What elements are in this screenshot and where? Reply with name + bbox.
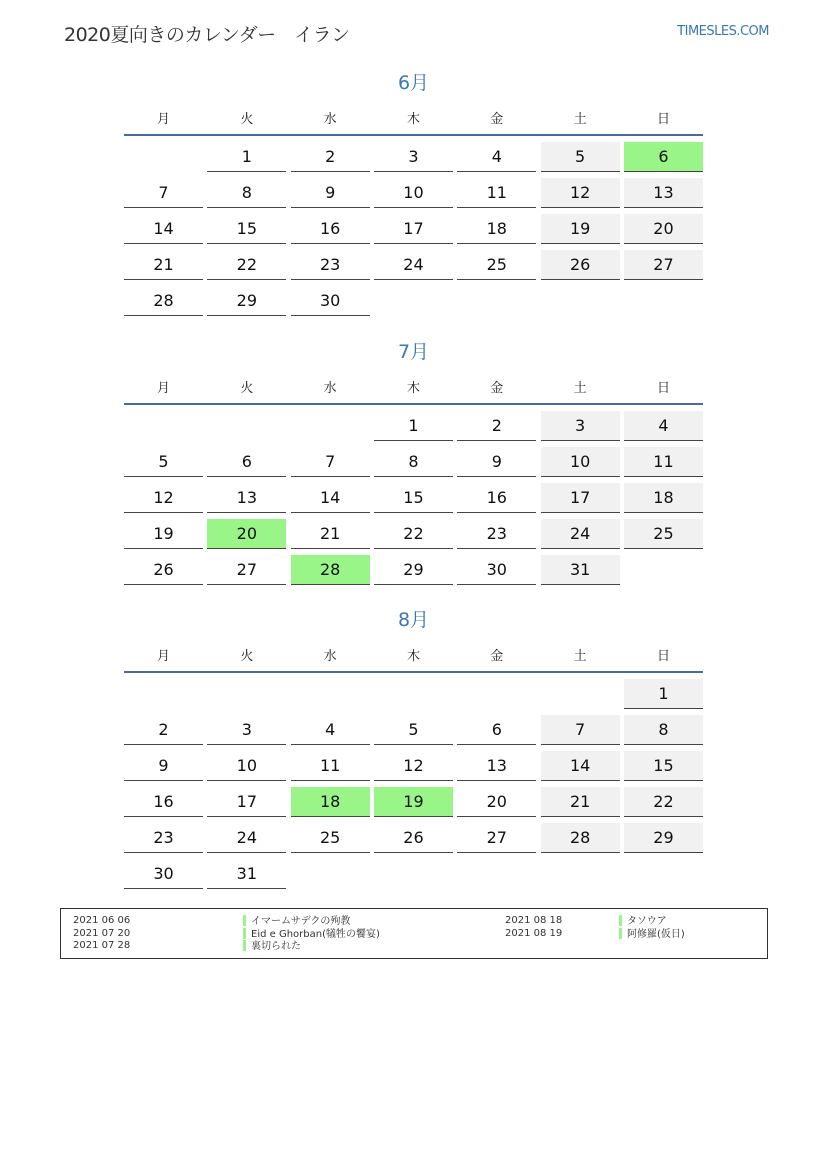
legend-holiday-label: Eid e Ghorban(犠牲の饗宴) — [251, 928, 380, 940]
holiday-day-cell[interactable]: 28 — [291, 555, 370, 585]
empty-cell — [124, 142, 203, 171]
weekday-label: 土 — [573, 111, 587, 127]
day-cell[interactable]: 8 — [207, 178, 286, 208]
weekday-header — [124, 102, 703, 132]
day-cell[interactable]: 22 — [207, 250, 286, 280]
day-cell[interactable]: 25 — [457, 250, 536, 280]
weekday-label: 木 — [406, 648, 420, 664]
empty-cell — [624, 286, 703, 315]
day-cell[interactable]: 29 — [207, 286, 286, 316]
day-cell[interactable]: 15 — [207, 214, 286, 244]
holiday-day-cell[interactable]: 20 — [207, 519, 286, 549]
day-cell[interactable]: 8 — [374, 447, 453, 477]
day-cell[interactable]: 31 — [541, 555, 620, 585]
day-cell[interactable]: 27 — [207, 555, 286, 585]
day-cell[interactable]: 5 — [541, 142, 620, 172]
legend-holiday-name — [619, 915, 685, 928]
day-cell[interactable]: 17 — [374, 214, 453, 244]
empty-cell — [124, 411, 203, 440]
day-cell[interactable]: 18 — [624, 483, 703, 513]
holiday-day-cell[interactable]: 6 — [624, 142, 703, 172]
holiday-color-swatch — [243, 915, 246, 926]
holiday-color-swatch — [619, 915, 622, 926]
day-cell[interactable]: 6 — [207, 447, 286, 477]
holiday-color-swatch — [243, 940, 246, 951]
day-cell[interactable]: 19 — [124, 519, 203, 549]
day-cell[interactable]: 29 — [374, 555, 453, 585]
legend-dates-left — [73, 915, 130, 953]
day-cell[interactable]: 4 — [457, 142, 536, 172]
day-cell[interactable]: 3 — [374, 142, 453, 172]
day-cell[interactable]: 6 — [457, 715, 536, 745]
day-cell[interactable]: 29 — [624, 823, 703, 853]
day-grid — [124, 411, 703, 585]
day-cell[interactable]: 30 — [457, 555, 536, 585]
day-cell[interactable]: 16 — [124, 787, 203, 817]
weekday-label: 水 — [323, 380, 337, 396]
empty-cell — [374, 859, 453, 888]
day-cell[interactable]: 21 — [124, 250, 203, 280]
day-cell[interactable]: 27 — [624, 250, 703, 280]
day-cell[interactable]: 17 — [207, 787, 286, 817]
day-cell[interactable]: 23 — [291, 250, 370, 280]
day-cell[interactable]: 11 — [624, 447, 703, 477]
day-cell[interactable]: 19 — [541, 214, 620, 244]
day-cell[interactable]: 2 — [124, 715, 203, 745]
day-cell[interactable]: 3 — [541, 411, 620, 441]
holiday-legend — [60, 908, 768, 959]
legend-holiday-label: 阿修羅(仮日) — [627, 928, 685, 940]
legend-holiday-label: イマームサデクの殉教 — [251, 916, 351, 927]
day-cell[interactable]: 5 — [124, 447, 203, 477]
day-cell[interactable]: 20 — [457, 787, 536, 817]
day-cell[interactable]: 14 — [291, 483, 370, 513]
header-divider — [124, 671, 703, 673]
day-cell[interactable]: 1 — [374, 411, 453, 441]
day-cell[interactable]: 4 — [291, 715, 370, 745]
site-link[interactable]: TIMESLES.COM — [677, 24, 769, 39]
legend-date: 2021 08 18 — [505, 915, 563, 926]
weekday-label: 木 — [406, 380, 420, 396]
month-july — [124, 339, 703, 585]
weekday-label: 月 — [156, 111, 170, 127]
day-cell[interactable]: 1 — [207, 142, 286, 172]
empty-cell — [291, 411, 370, 440]
legend-holiday-label: タソウア — [627, 916, 667, 927]
weekday-label: 金 — [490, 380, 504, 396]
day-cell[interactable]: 12 — [374, 751, 453, 781]
weekday-label: 木 — [406, 111, 420, 127]
day-cell[interactable]: 10 — [207, 751, 286, 781]
empty-cell — [124, 679, 203, 708]
empty-cell — [291, 859, 370, 888]
weekday-label: 火 — [240, 380, 254, 396]
empty-cell — [207, 679, 286, 708]
legend-holiday-name — [243, 940, 380, 953]
weekday-label: 日 — [656, 111, 670, 127]
empty-cell — [541, 679, 620, 708]
day-cell[interactable]: 21 — [291, 519, 370, 549]
day-cell[interactable]: 28 — [541, 823, 620, 853]
month-august — [124, 607, 703, 889]
holiday-color-swatch — [619, 928, 622, 939]
day-cell[interactable]: 13 — [207, 483, 286, 513]
day-cell[interactable]: 23 — [124, 823, 203, 853]
holiday-color-swatch — [243, 928, 246, 939]
day-cell[interactable]: 3 — [207, 715, 286, 745]
holiday-day-cell[interactable]: 18 — [291, 787, 370, 817]
day-cell[interactable]: 20 — [624, 214, 703, 244]
day-cell[interactable]: 24 — [374, 250, 453, 280]
empty-cell — [207, 411, 286, 440]
legend-holiday-name — [243, 928, 380, 941]
empty-cell — [457, 286, 536, 315]
day-cell[interactable]: 30 — [124, 859, 203, 889]
day-cell[interactable]: 26 — [124, 555, 203, 585]
weekday-header — [124, 371, 703, 401]
weekday-label: 月 — [156, 380, 170, 396]
legend-date: 2021 07 20 — [73, 927, 131, 939]
weekday-label: 火 — [240, 648, 254, 664]
weekday-label: 金 — [490, 111, 504, 127]
legend-holiday-name — [619, 928, 685, 941]
day-cell[interactable]: 26 — [374, 823, 453, 853]
day-cell[interactable]: 13 — [624, 178, 703, 208]
day-cell[interactable]: 21 — [541, 787, 620, 817]
day-cell[interactable]: 11 — [457, 178, 536, 208]
day-cell[interactable]: 7 — [291, 447, 370, 477]
day-cell[interactable]: 7 — [124, 178, 203, 208]
weekday-label: 金 — [490, 648, 504, 664]
day-cell[interactable]: 9 — [124, 751, 203, 781]
day-cell[interactable]: 23 — [457, 519, 536, 549]
empty-cell — [457, 679, 536, 708]
weekday-label: 水 — [323, 648, 337, 664]
day-cell[interactable]: 18 — [457, 214, 536, 244]
day-cell[interactable]: 24 — [541, 519, 620, 549]
day-cell[interactable]: 4 — [624, 411, 703, 441]
day-cell[interactable]: 22 — [374, 519, 453, 549]
weekday-label: 土 — [573, 648, 587, 664]
legend-names-left — [243, 915, 380, 953]
day-cell[interactable]: 27 — [457, 823, 536, 853]
day-cell[interactable]: 9 — [291, 178, 370, 208]
day-cell[interactable]: 2 — [457, 411, 536, 441]
day-cell[interactable]: 7 — [541, 715, 620, 745]
day-cell[interactable]: 17 — [541, 483, 620, 513]
day-cell[interactable]: 9 — [457, 447, 536, 477]
weekday-label: 日 — [656, 648, 670, 664]
day-cell[interactable]: 10 — [541, 447, 620, 477]
month-june — [124, 70, 703, 316]
empty-cell — [541, 286, 620, 315]
day-cell[interactable]: 5 — [374, 715, 453, 745]
day-cell[interactable]: 15 — [624, 751, 703, 781]
legend-holiday-label: 裏切られた — [251, 941, 301, 952]
weekday-label: 土 — [573, 380, 587, 396]
day-cell[interactable]: 25 — [291, 823, 370, 853]
day-cell[interactable]: 14 — [124, 214, 203, 244]
month-title: 8月 — [397, 609, 430, 631]
weekday-label: 日 — [656, 380, 670, 396]
day-cell[interactable]: 31 — [207, 859, 286, 889]
day-cell[interactable]: 12 — [124, 483, 203, 513]
month-title: 7月 — [397, 341, 430, 363]
empty-cell — [374, 679, 453, 708]
day-cell[interactable]: 26 — [541, 250, 620, 280]
day-cell[interactable]: 10 — [374, 178, 453, 208]
legend-dates-right — [505, 915, 562, 940]
legend-date: 2021 06 06 — [73, 915, 131, 926]
weekday-header — [124, 639, 703, 669]
day-cell[interactable]: 11 — [291, 751, 370, 781]
empty-cell — [541, 859, 620, 888]
day-cell[interactable]: 24 — [207, 823, 286, 853]
day-cell[interactable]: 16 — [457, 483, 536, 513]
day-cell[interactable]: 2 — [291, 142, 370, 172]
day-cell[interactable]: 14 — [541, 751, 620, 781]
legend-date: 2021 08 19 — [505, 927, 563, 939]
legend-date: 2021 07 28 — [73, 940, 131, 951]
weekday-label: 火 — [240, 111, 254, 127]
day-cell[interactable]: 15 — [374, 483, 453, 513]
empty-cell — [624, 555, 703, 584]
empty-cell — [374, 286, 453, 315]
day-cell[interactable]: 22 — [624, 787, 703, 817]
day-cell[interactable]: 30 — [291, 286, 370, 316]
legend-names-right — [619, 915, 685, 940]
day-grid — [124, 679, 703, 889]
legend-holiday-name — [243, 915, 380, 928]
empty-cell — [291, 679, 370, 708]
day-cell[interactable]: 25 — [624, 519, 703, 549]
empty-cell — [457, 859, 536, 888]
empty-cell — [624, 859, 703, 888]
day-cell[interactable]: 28 — [124, 286, 203, 316]
header-divider — [124, 403, 703, 405]
page-title: 2020夏向きのカレンダー イラン — [64, 24, 350, 46]
day-cell[interactable]: 13 — [457, 751, 536, 781]
day-cell[interactable]: 16 — [291, 214, 370, 244]
holiday-day-cell[interactable]: 19 — [374, 787, 453, 817]
day-cell[interactable]: 12 — [541, 178, 620, 208]
weekday-label: 月 — [156, 648, 170, 664]
month-title: 6月 — [397, 72, 430, 94]
weekday-label: 水 — [323, 111, 337, 127]
day-cell[interactable]: 8 — [624, 715, 703, 745]
header-divider — [124, 134, 703, 136]
day-grid — [124, 142, 703, 316]
day-cell[interactable]: 1 — [624, 679, 703, 709]
